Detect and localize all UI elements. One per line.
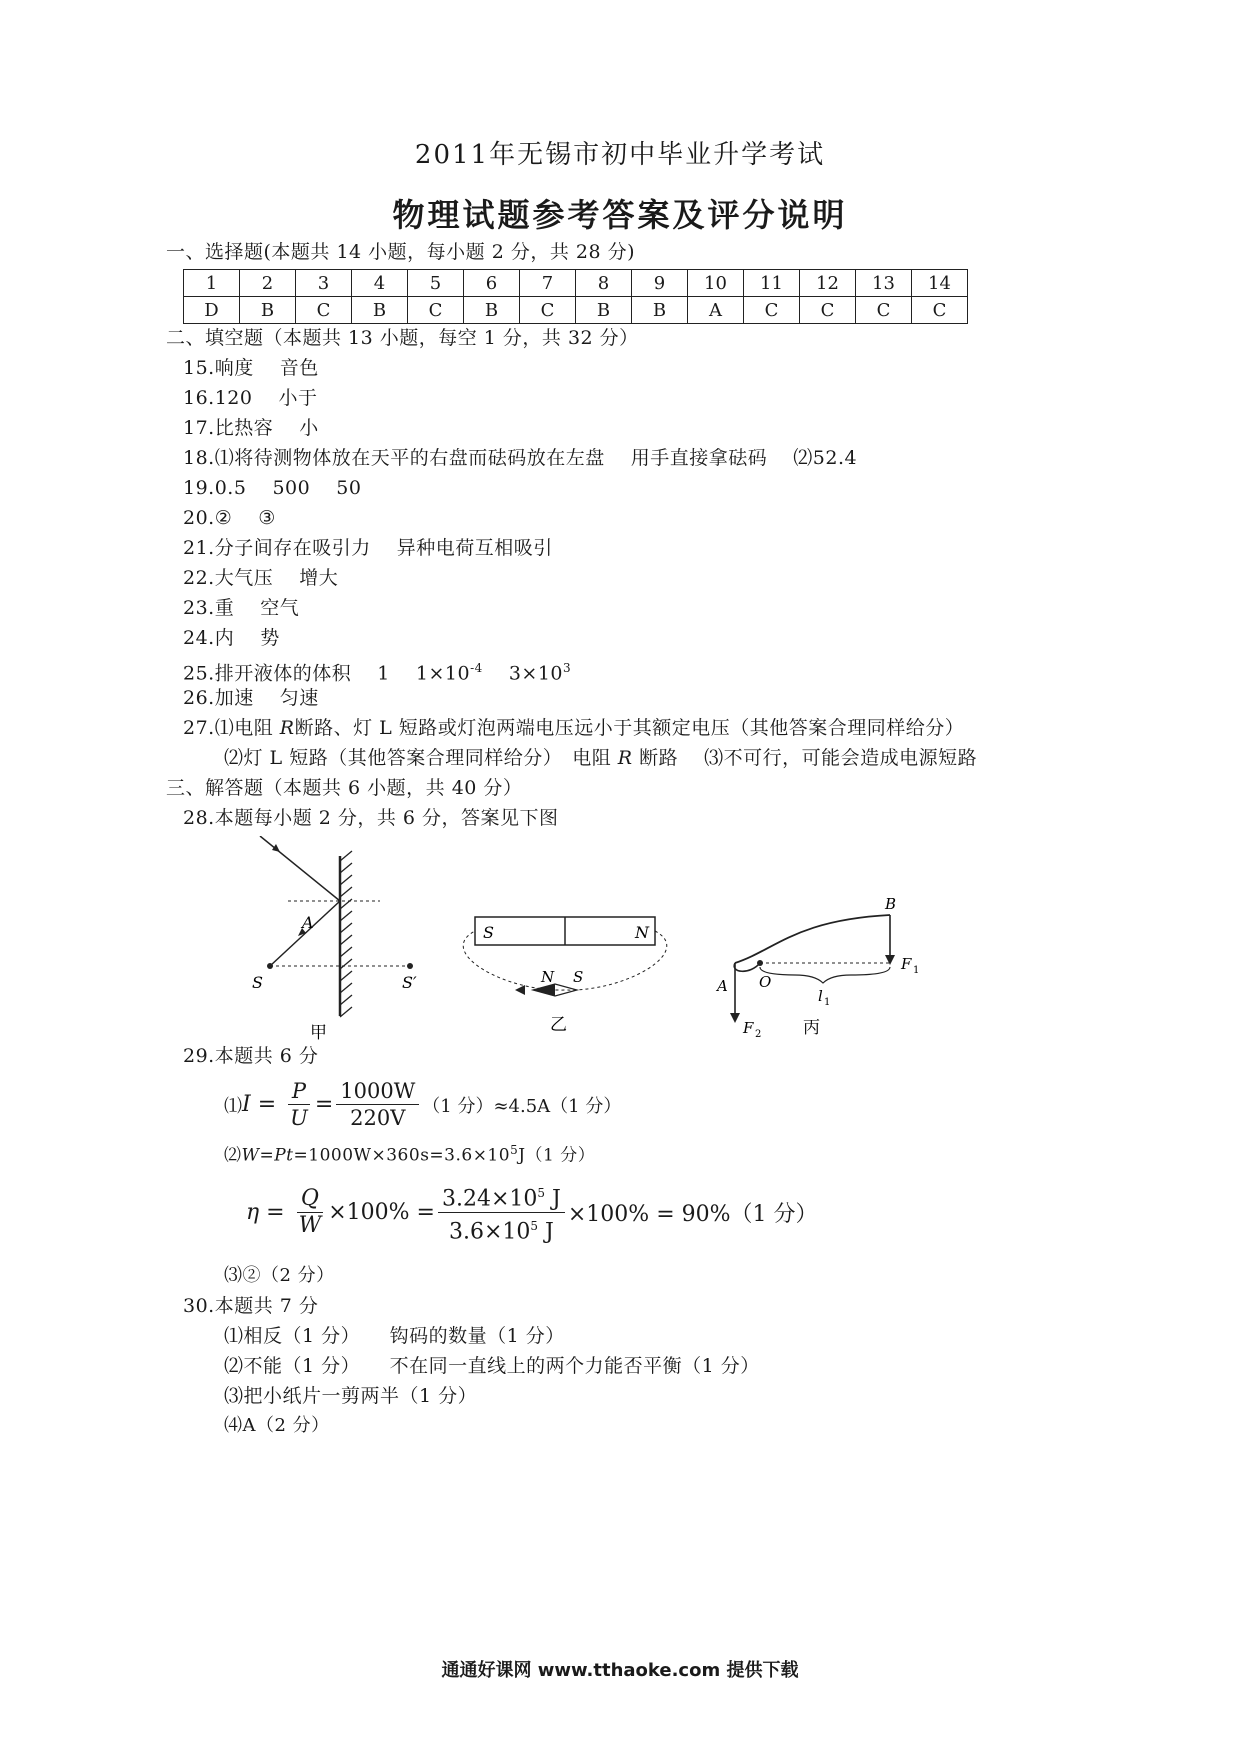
label-l1-sub: 1 <box>824 997 831 1008</box>
question-number-cell: 9 <box>632 270 688 297</box>
answer-cell: B <box>240 297 296 324</box>
answer-cell: C <box>800 297 856 324</box>
answer-cell: B <box>576 297 632 324</box>
label-f2-sub: 2 <box>755 1029 762 1040</box>
answer-table-answer-row <box>184 297 968 324</box>
answer-q23: 23.重 空气 <box>183 597 300 619</box>
label-f1-sub: 1 <box>913 965 920 976</box>
answer-cell: C <box>408 297 464 324</box>
needle-n-label: N <box>541 968 555 986</box>
answer-table <box>183 269 968 324</box>
question-number-cell: 11 <box>744 270 800 297</box>
label-a-lever: A <box>717 977 728 995</box>
question-number-cell: 14 <box>912 270 968 297</box>
label-f1: F <box>901 955 912 973</box>
answer-q18: 18.⑴将待测物体放在天平的右盘而砝码放在左盘 用手直接拿砝码 ⑵52.4 <box>183 447 858 469</box>
answer-q20: 20.② ③ <box>183 507 276 529</box>
diagram-reflection <box>240 836 440 1046</box>
formula-work: $⑵W=Pt=1000W\times 360s=3.6\times 10^5J(1$ 分） <box>224 1143 596 1166</box>
answer-q30-part1: ⑴相反（1 分） 钩码的数量（1 分） <box>224 1325 565 1347</box>
question-number-cell: 12 <box>800 270 856 297</box>
answer-q19: 19.0.5 500 50 <box>183 477 362 499</box>
label-o: O <box>759 973 772 991</box>
question-number-cell: 8 <box>576 270 632 297</box>
answer-q30-part3: ⑶把小纸片一剪两半（1 分） <box>224 1385 478 1407</box>
question-number-cell: 2 <box>240 270 296 297</box>
footer-credit: 通通好课网 www.tthaoke.com 提供下载 <box>441 1660 799 1681</box>
answer-q30-part2: ⑵不能（1 分） 不在同一直线上的两个力能否平衡（1 分） <box>224 1355 760 1377</box>
section1-heading: 一、选择题(本题共 14 小题，每小题 2 分，共 28 分) <box>166 241 636 263</box>
question-number-cell: 7 <box>520 270 576 297</box>
label-s-prime: S′ <box>402 973 417 992</box>
label-a: A <box>302 913 314 932</box>
answer-cell: C <box>856 297 912 324</box>
answer-q16: 16.120 小于 <box>183 387 318 409</box>
answer-q15: 15.响度 音色 <box>183 357 319 379</box>
question-number-cell: 6 <box>464 270 520 297</box>
answer-cell: B <box>352 297 408 324</box>
formula-efficiency: η = $\frac{Q}{W}$ ×100% = $\frac{3.24\times 10^5 J}{3.6\times 10^5 J}$ ×100% = 90%（1 分） <box>246 1180 818 1246</box>
label-f2: F <box>743 1019 754 1037</box>
answer-cell: B <box>632 297 688 324</box>
answer-q26: 26.加速 匀速 <box>183 687 319 709</box>
needle-s-label: S <box>573 968 584 986</box>
caption-jia: 甲 <box>310 1023 327 1043</box>
answer-cell: A <box>688 297 744 324</box>
answer-q30-part4: ⑷A（2 分） <box>224 1415 330 1436</box>
answer-cell: B <box>464 297 520 324</box>
question-number-cell: 3 <box>296 270 352 297</box>
formula-current: ⑴ I = $\frac{P}{U}$ = $\frac{1000W}{220V}$ （1 分）≈4.5A（1 分） <box>224 1079 622 1130</box>
question-number-cell: 13 <box>856 270 912 297</box>
answer-cell: C <box>744 297 800 324</box>
answer-cell: D <box>184 297 240 324</box>
label-b: B <box>885 895 897 913</box>
question-number-cell: 1 <box>184 270 240 297</box>
question-number-cell: 4 <box>352 270 408 297</box>
answer-q24: 24.内 势 <box>183 627 280 649</box>
caption-bing: 丙 <box>803 1018 820 1038</box>
answer-q25: 25.排开液体的体积 1 $1\times 10^{-4}$ $3\times 10^3$ <box>183 661 572 685</box>
bar-s-label: S <box>483 923 494 942</box>
answer-cell: C <box>520 297 576 324</box>
answer-q27-part2: ⑵灯 L 短路（其他答案合理同样给分） 电阻 R 断路 ⑶不可行，可能会造成电源短路 <box>224 747 978 769</box>
answer-q29: 29.本题共 6 分 <box>183 1045 319 1067</box>
answer-q17: 17.比热容 小 <box>183 417 319 439</box>
section3-heading: 三、解答题（本题共 6 小题，共 40 分） <box>166 777 523 799</box>
exam-title: 2011年无锡市初中毕业升学考试 <box>414 140 826 170</box>
answer-cell: C <box>912 297 968 324</box>
answer-cell: C <box>296 297 352 324</box>
answer-q22: 22.大气压 增大 <box>183 567 339 589</box>
answer-table-number-row <box>184 270 968 297</box>
diagram-lever <box>715 895 935 1045</box>
diagram-magnet <box>455 912 675 1042</box>
document-title: 物理试题参考答案及评分说明 <box>392 196 848 234</box>
answer-q29-part3: ⑶②（2 分） <box>224 1265 335 1286</box>
answer-q28: 28.本题每小题 2 分，共 6 分，答案见下图 <box>183 807 559 829</box>
answer-q27-part1: 27.⑴电阻 R断路、灯 L 短路或灯泡两端电压远小于其额定电压（其他答案合理同样给分） <box>183 717 965 739</box>
answer-q30: 30.本题共 7 分 <box>183 1295 319 1317</box>
question-number-cell: 10 <box>688 270 744 297</box>
label-s: S <box>252 973 263 992</box>
answer-q21: 21.分子间存在吸引力 异种电荷互相吸引 <box>183 537 553 559</box>
section2-heading: 二、填空题（本题共 13 小题，每空 1 分，共 32 分） <box>166 327 639 349</box>
label-l1: l <box>818 987 823 1005</box>
question-number-cell: 5 <box>408 270 464 297</box>
bar-n-label: N <box>635 923 649 942</box>
caption-yi: 乙 <box>550 1015 567 1035</box>
